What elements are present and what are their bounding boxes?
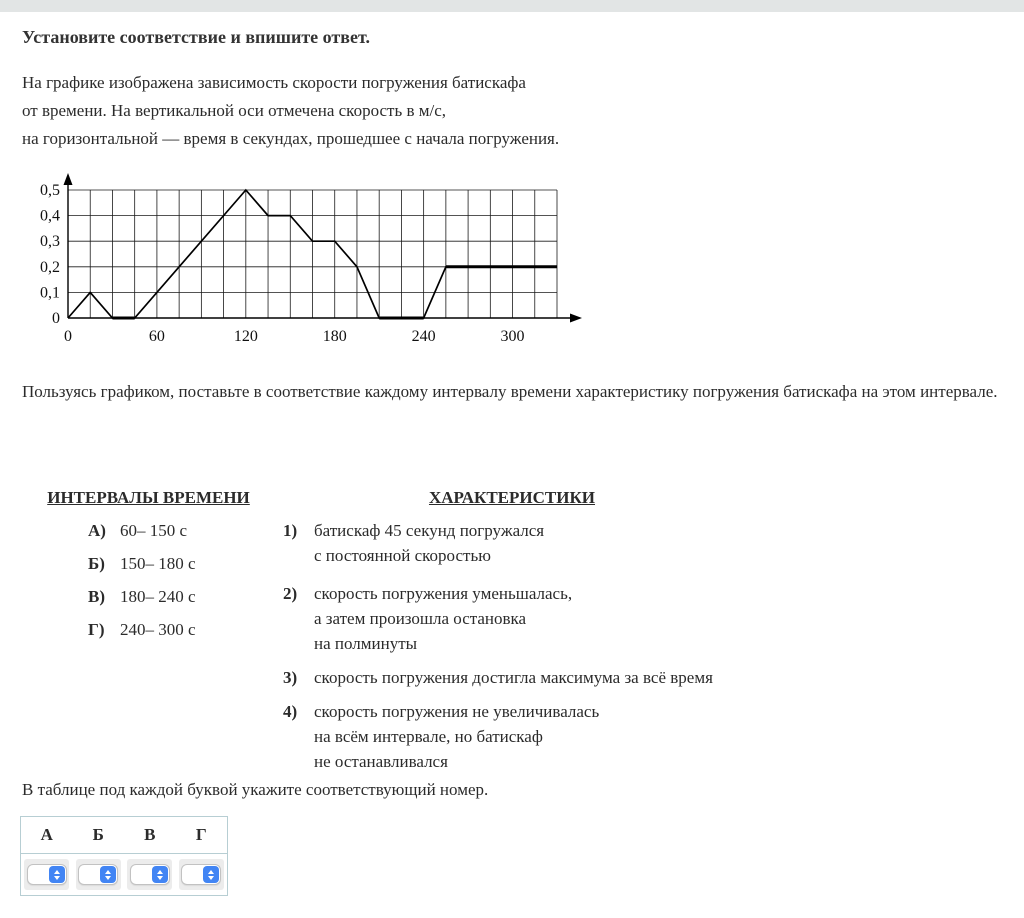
speed-time-chart (28, 166, 608, 352)
intro-line: на горизонтальной — время в секундах, прошедшее с начала погружения. (22, 129, 560, 148)
characteristic-number: 4) (283, 702, 298, 721)
answer-select-g[interactable] (179, 859, 224, 890)
instruction-text: Пользуясь графиком, поставьте в соответствие каждому интервалу времени характеристику погружения батискафа на этом интервале. (22, 382, 998, 401)
stepper-icon (100, 866, 116, 883)
chevron-up-icon (54, 870, 60, 874)
interval-letter: Г) (88, 620, 105, 639)
answer-table-body (21, 854, 227, 895)
table-note: В таблице под каждой буквой укажите соответствующий номер. (22, 780, 489, 799)
characteristic-number: 3) (283, 668, 298, 687)
interval-text: 240– 300 с (120, 620, 196, 639)
characteristic-text: батискаф 45 секунд погружался с постоянной скоростью (314, 521, 545, 565)
answer-select-v-capsule (130, 864, 170, 885)
svg-text:180: 180 (322, 328, 347, 345)
intervals-header: ИНТЕРВАЛЫ ВРЕМЕНИ (47, 488, 250, 507)
characteristic-text: скорость погружения достигла максимума за всё время (314, 668, 713, 687)
answer-table (20, 816, 228, 896)
answer-header-v: В (144, 825, 156, 844)
interval-letter: Б) (88, 554, 105, 573)
answer-header-g: Г (195, 825, 207, 844)
answer-header-a: А (40, 825, 53, 844)
characteristic-text: скорость погружения уменьшалась, а затем произошла остановка на полминуты (314, 584, 573, 653)
characteristic-text: скорость погружения не увеличивалась на всём интервале, но батискаф не останавливался (314, 702, 600, 771)
chevron-up-icon (208, 870, 214, 874)
answer-select-v[interactable] (127, 859, 172, 890)
characteristic-item-2 (283, 581, 713, 656)
top-bar (0, 0, 1024, 12)
characteristic-number: 2) (283, 584, 298, 603)
svg-text:0: 0 (64, 328, 72, 345)
characteristic-number: 1) (283, 521, 298, 540)
interval-text: 60– 150 с (120, 521, 188, 540)
svg-text:60: 60 (148, 328, 165, 345)
svg-text:0,3: 0,3 (40, 233, 60, 251)
answer-select-a[interactable] (24, 859, 69, 890)
answer-select-b[interactable] (76, 859, 121, 890)
page-title: Установите соответствие и впишите ответ. (22, 27, 370, 47)
chevron-down-icon (54, 876, 60, 880)
svg-text:0,4: 0,4 (40, 207, 60, 225)
answer-select-b-capsule (78, 864, 118, 885)
intervals-list (88, 520, 196, 652)
chevron-down-icon (208, 876, 214, 880)
stepper-icon (49, 866, 65, 883)
interval-letter: В) (88, 587, 105, 606)
interval-item-b (88, 553, 196, 574)
stepper-icon (152, 866, 168, 883)
interval-item-a (88, 520, 196, 541)
svg-text:0,5: 0,5 (40, 182, 60, 199)
intro-line: от времени. На вертикальной оси отмечена скорость в м/с, (22, 101, 447, 120)
chart-container (28, 166, 608, 357)
chevron-up-icon (105, 870, 111, 874)
interval-text: 180– 240 с (120, 587, 196, 606)
characteristic-item-1 (283, 518, 713, 568)
intro-line: На графике изображена зависимость скорости погружения батискафа (22, 73, 526, 92)
svg-text:0: 0 (52, 310, 60, 327)
stepper-icon (203, 866, 219, 883)
chevron-down-icon (105, 876, 111, 880)
svg-text:300: 300 (500, 328, 525, 345)
intro-text (22, 69, 559, 153)
chevron-up-icon (157, 870, 163, 874)
svg-text:240: 240 (411, 328, 436, 345)
interval-letter: А) (88, 521, 106, 540)
interval-item-v (88, 586, 196, 607)
characteristics-header: ХАРАКТЕРИСТИКИ (428, 488, 596, 507)
interval-item-g (88, 619, 196, 640)
answer-select-g-capsule (181, 864, 221, 885)
svg-text:120: 120 (233, 328, 258, 345)
svg-text:0,2: 0,2 (40, 258, 60, 276)
interval-text: 150– 180 с (120, 554, 196, 573)
svg-text:0,1: 0,1 (40, 284, 60, 302)
chevron-down-icon (157, 876, 163, 880)
characteristic-item-4 (283, 699, 713, 774)
answer-table-header (21, 817, 227, 854)
characteristics-list (283, 518, 713, 783)
answer-header-b: Б (92, 825, 104, 844)
characteristic-item-3 (283, 665, 713, 690)
answer-select-a-capsule (27, 864, 67, 885)
